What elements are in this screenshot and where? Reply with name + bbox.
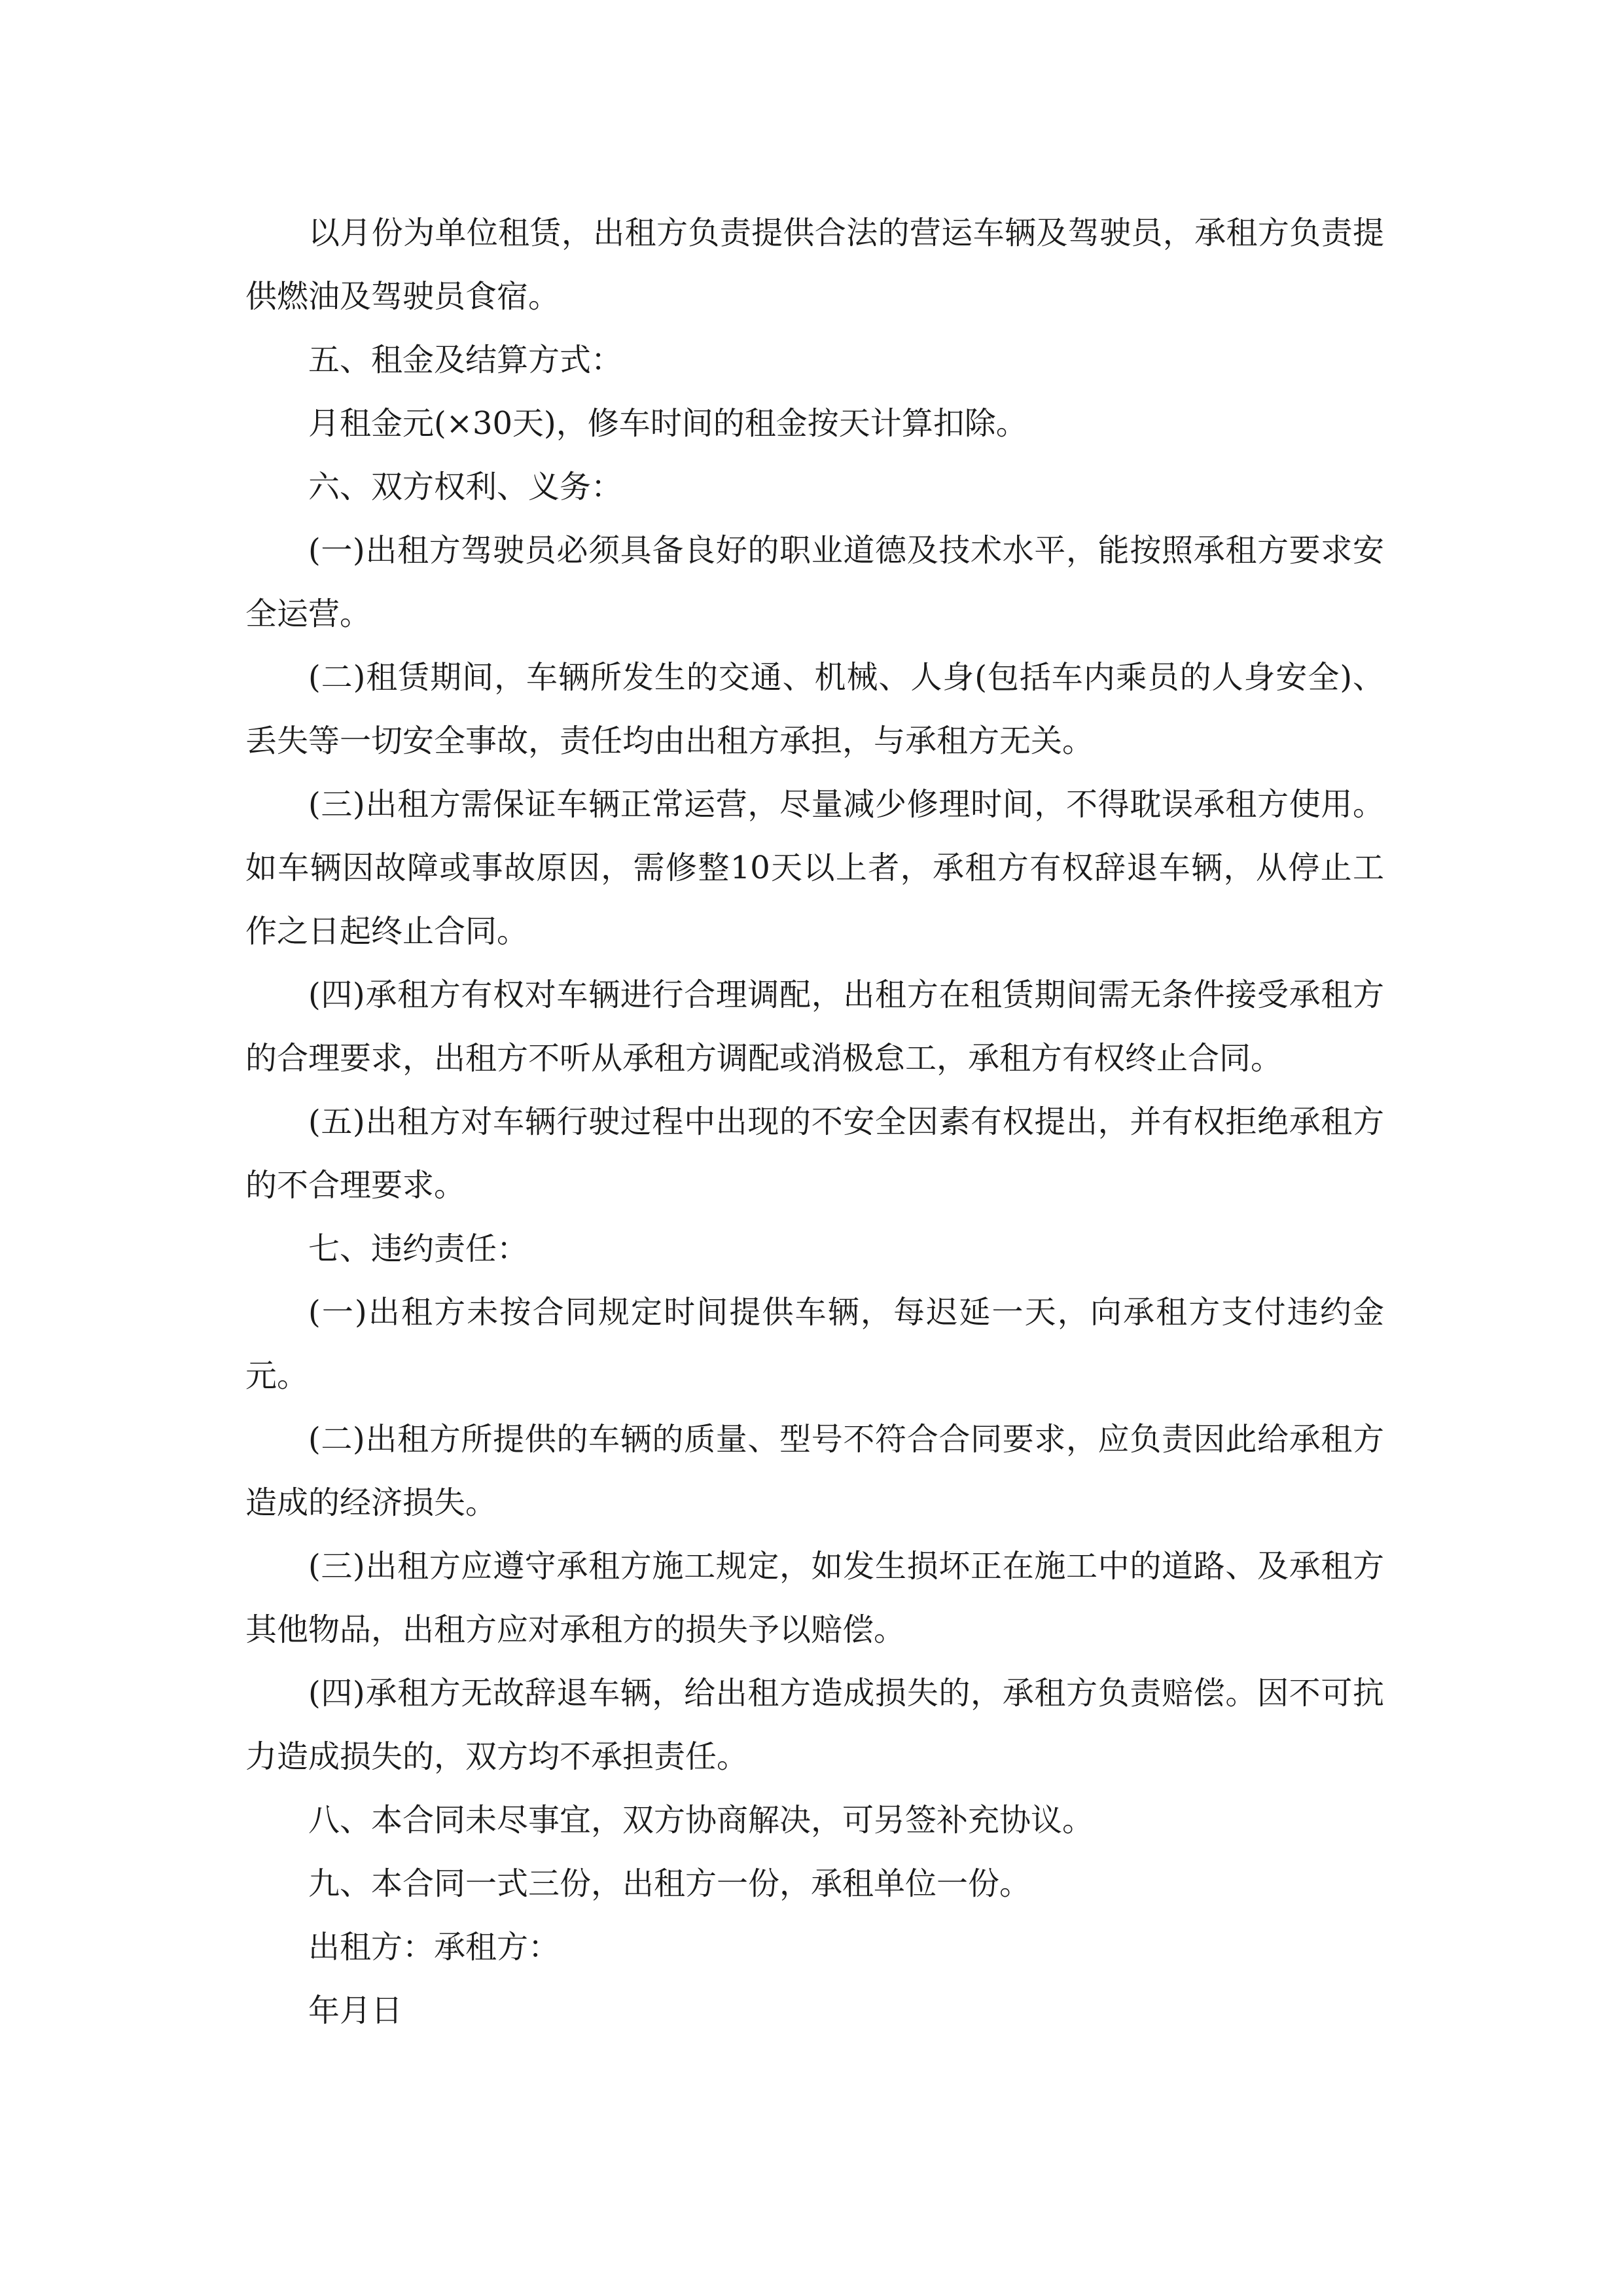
contract-body (245, 202, 1384, 2043)
paragraph-liability-4: (四)承租方无故辞退车辆，给出租方造成损失的，承租方负责赔偿。因不可抗力造成损失的，双方均不承担责任。 (245, 1675, 1384, 1775)
paragraph-liability-2: (二)出租方所提供的车辆的质量、型号不符合合同要求，应负责因此给承租方造成的经济损失。 (245, 1421, 1384, 1521)
heading-rent-settlement: 五、租金及结算方式： (308, 342, 623, 378)
paragraph-monthly-rent: 月租金元(×30天)，修车时间的租金按天计算扣除。 (308, 405, 1027, 442)
paragraph-clause-9: 九、本合同一式三份，出租方一份，承租单位一份。 (308, 1865, 1031, 1902)
paragraph-liability-1: (一)出租方未按合同规定时间提供车辆，每迟延一天，向承租方支付违约金元。 (245, 1294, 1384, 1394)
paragraph-obligation-1: (一)出租方驾驶员必须具备良好的职业道德及技术水平，能按照承租方要求安全运营。 (245, 532, 1384, 632)
paragraph-rental-terms: 以月份为单位租赁，出租方负责提供合法的营运车辆及驾驶员，承租方负责提供燃油及驾驶员食宿。 (245, 215, 1384, 315)
signature-parties: 出租方：承租方： (308, 1929, 560, 1965)
paragraph-clause-8: 八、本合同未尽事宜，双方协商解决，可另签补充协议。 (308, 1802, 1094, 1839)
heading-breach-liability: 七、违约责任： (308, 1230, 529, 1267)
heading-rights-obligations: 六、双方权利、义务： (308, 469, 623, 505)
paragraph-liability-3: (三)出租方应遵守承租方施工规定，如发生损坏正在施工中的道路、及承租方其他物品，出租方应对承租方的损失予以赔偿。 (245, 1548, 1384, 1648)
paragraph-obligation-3: (三)出租方需保证车辆正常运营，尽量减少修理时间，不得耽误承租方使用。如车辆因故障或事故原因，需修整10天以上者，承租方有权辞退车辆，从停止工作之日起终止合同。 (245, 786, 1384, 950)
paragraph-obligation-4: (四)承租方有权对车辆进行合理调配，出租方在租赁期间需无条件接受承租方的合理要求，出租方不听从承租方调配或消极怠工，承租方有权终止合同。 (245, 977, 1384, 1077)
signature-date: 年月日 (308, 1992, 403, 2029)
paragraph-obligation-5: (五)出租方对车辆行驶过程中出现的不安全因素有权提出，并有权拒绝承租方的不合理要求。 (245, 1103, 1384, 1204)
paragraph-obligation-2: (二)租赁期间，车辆所发生的交通、机械、人身(包括车内乘员的人身安全)、丢失等一切安全事故，责任均由出租方承担，与承租方无关。 (245, 659, 1384, 759)
